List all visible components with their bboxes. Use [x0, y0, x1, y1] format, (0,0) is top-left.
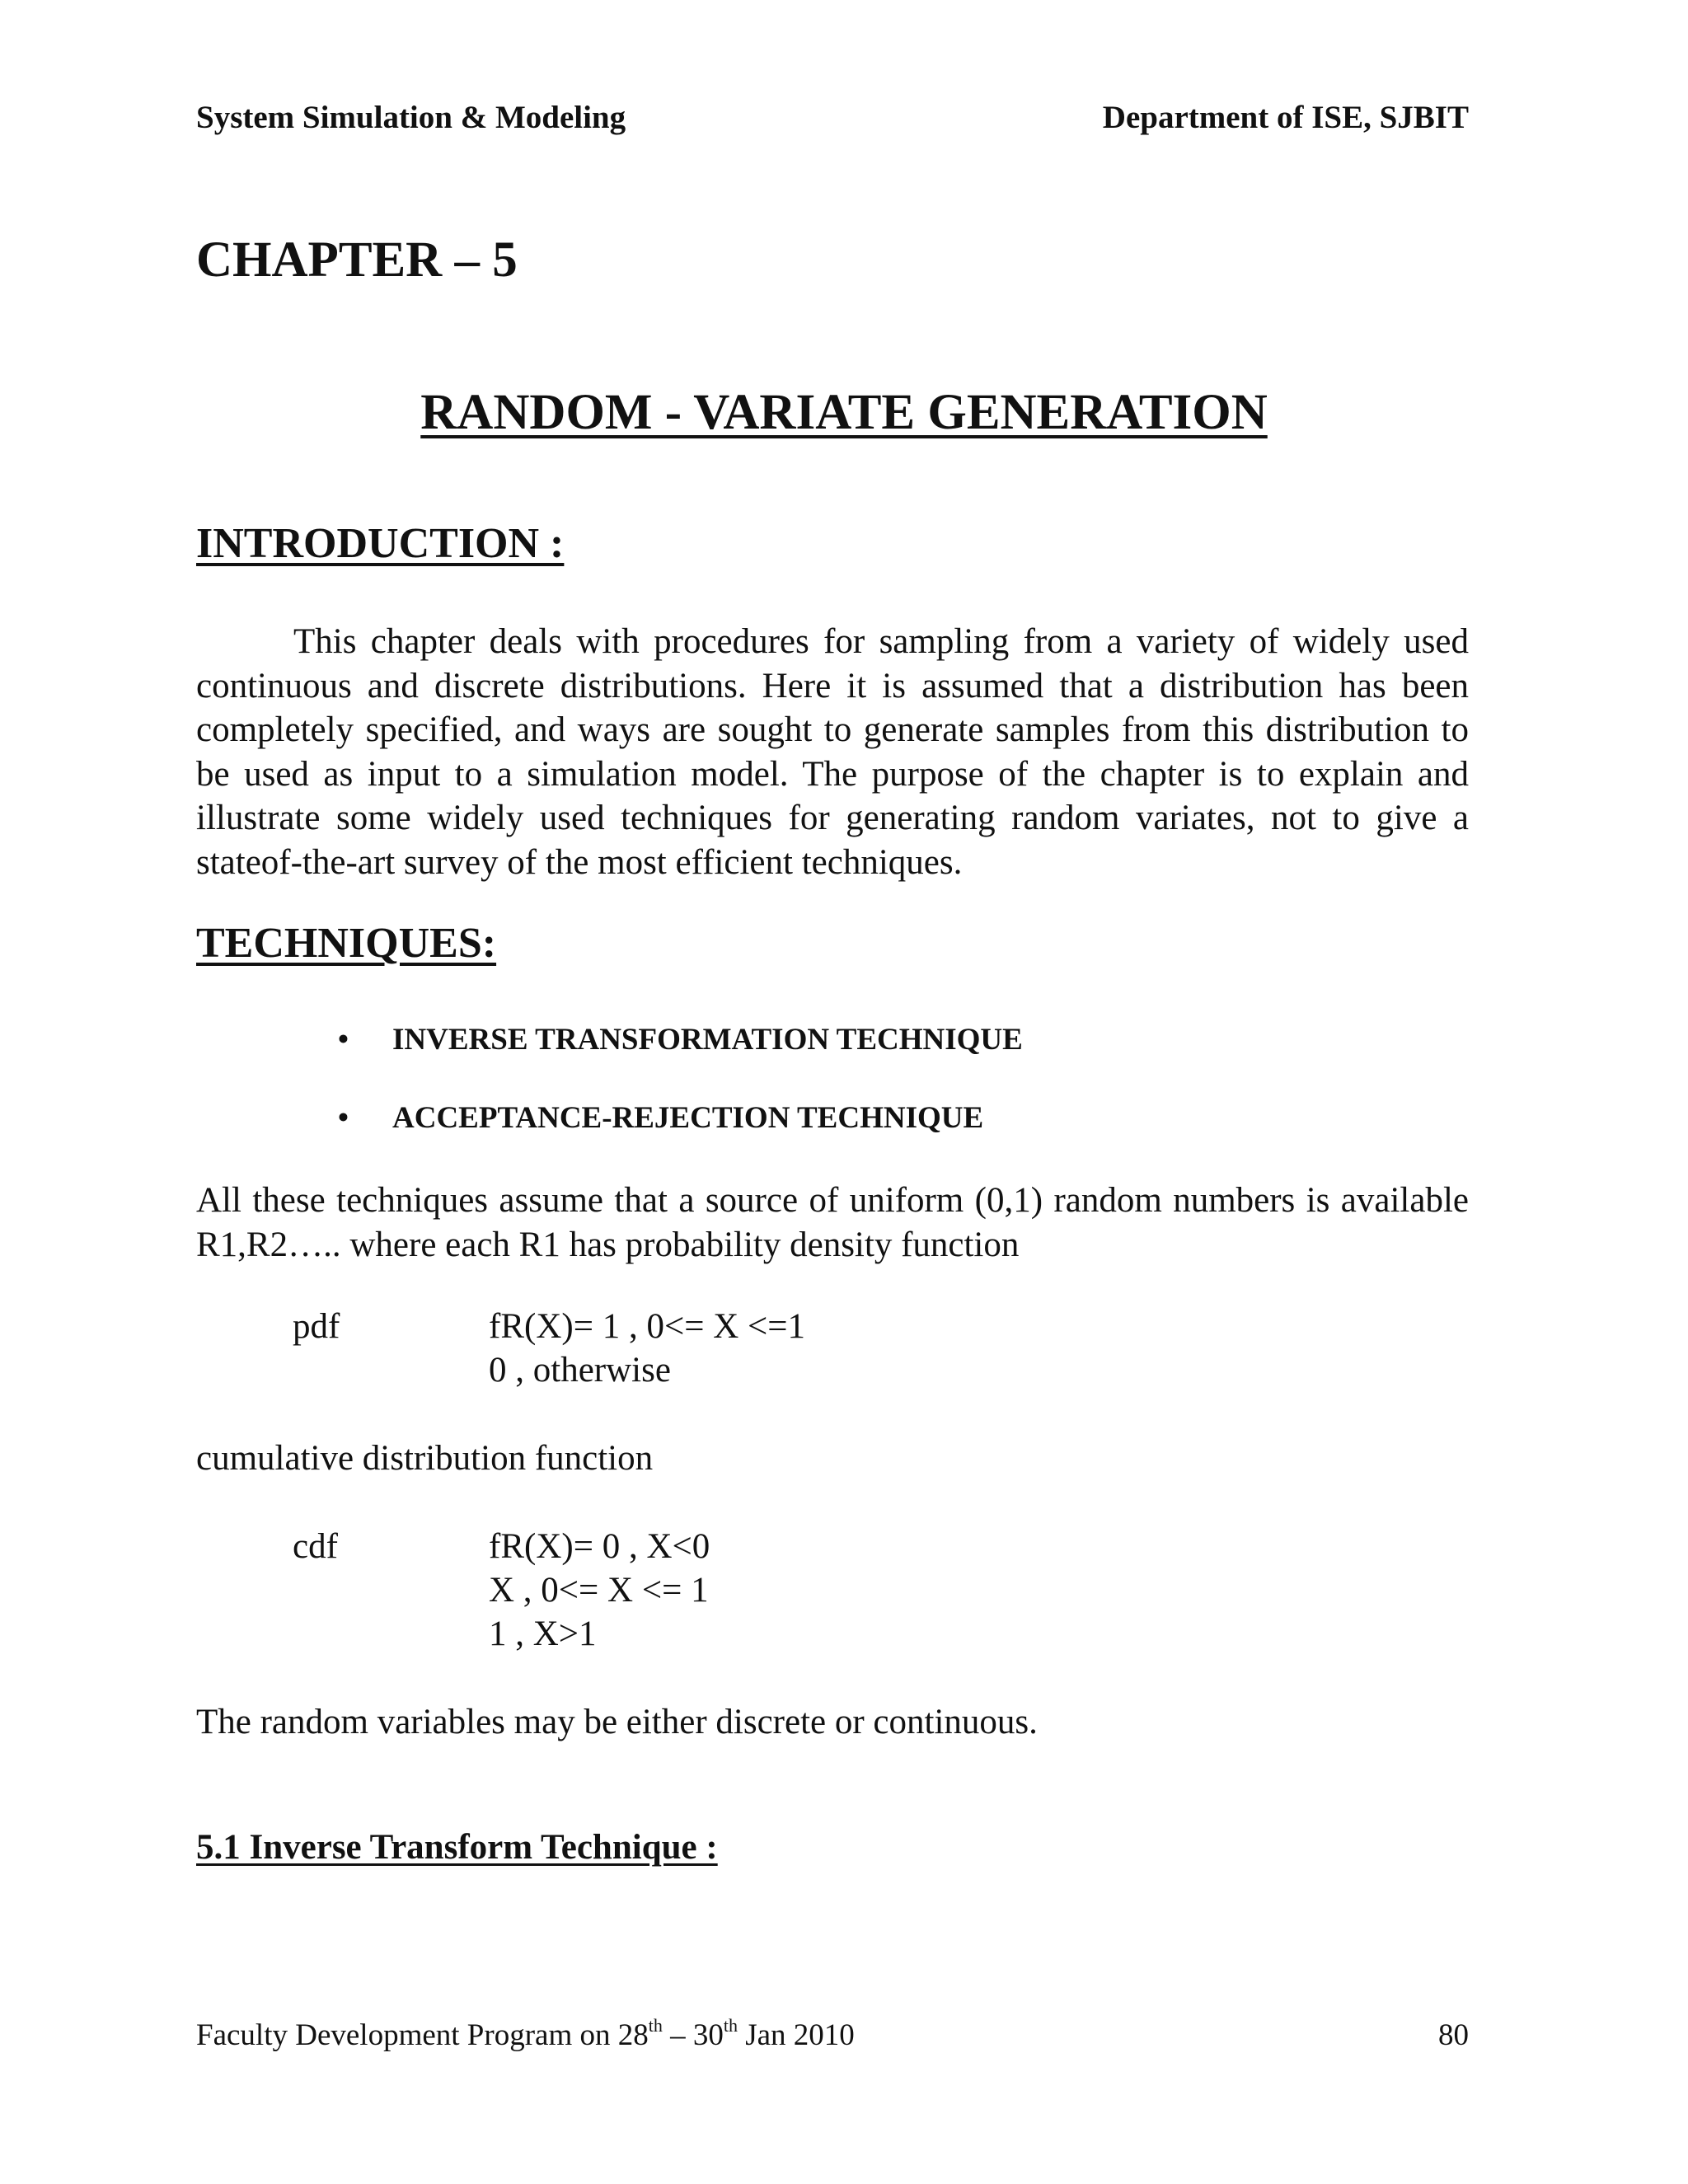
footer-sup: th — [648, 2015, 663, 2036]
footer-text — [196, 2015, 855, 2053]
cdf-line: X , 0<= X <= 1 — [489, 1571, 709, 1610]
page-number: 80 — [1438, 2018, 1469, 2052]
cdf-label: cdf — [293, 1527, 338, 1566]
introduction-heading: INTRODUCTION : — [196, 520, 565, 567]
bullet-icon: • — [338, 1023, 349, 1057]
cdf-intro: cumulative distribution function — [196, 1439, 654, 1478]
footer-suffix: Jan 2010 — [737, 2018, 855, 2052]
bullet-icon: • — [338, 1101, 349, 1135]
introduction-paragraph: This chapter deals with procedures for sampling from a variety of widely used continuous and discrete distributions. Here it is assumed that a distribution has been completely specified, and ways are sought to generate samples from this distribution to be used as input to a simulation model. The purpose of the chapter is to explain and illustrate some widely used techniques for generating random variates, not to give a stateof-the-art survey of the most efficient techniques. — [196, 622, 1469, 882]
cdf-line: 1 , X>1 — [489, 1615, 597, 1653]
footer-prefix: Faculty Development Program on 28 — [196, 2018, 649, 2052]
techniques-heading: TECHNIQUES: — [196, 920, 497, 967]
subsection-heading: 5.1 Inverse Transform Technique : — [196, 1828, 718, 1867]
chapter-heading: CHAPTER – 5 — [196, 232, 518, 288]
page-title — [0, 384, 1688, 442]
pdf-line: 0 , otherwise — [489, 1351, 671, 1390]
pdf-line: fR(X)= 1 , 0<= X <=1 — [489, 1307, 805, 1346]
page-title-text: RANDOM - VARIATE GENERATION — [420, 385, 1268, 440]
footer-sup: th — [723, 2015, 738, 2036]
header-left: System Simulation & Modeling — [196, 100, 626, 135]
footer-middle: – 30 — [662, 2018, 724, 2052]
header-right: Department of ISE, SJBIT — [1102, 100, 1469, 135]
closing-sentence: The random variables may be either discrete or continuous. — [196, 1703, 1038, 1741]
pdf-label: pdf — [293, 1307, 340, 1346]
list-item-label: ACCEPTANCE-REJECTION TECHNIQUE — [392, 1101, 984, 1135]
list-item-label: INVERSE TRANSFORMATION TECHNIQUE — [392, 1023, 1023, 1057]
cdf-line: fR(X)= 0 , X<0 — [489, 1527, 710, 1566]
techniques-paragraph: All these techniques assume that a source of uniform (0,1) random numbers is available R1,R2….. where each R1 has probability density function — [196, 1181, 1469, 1264]
